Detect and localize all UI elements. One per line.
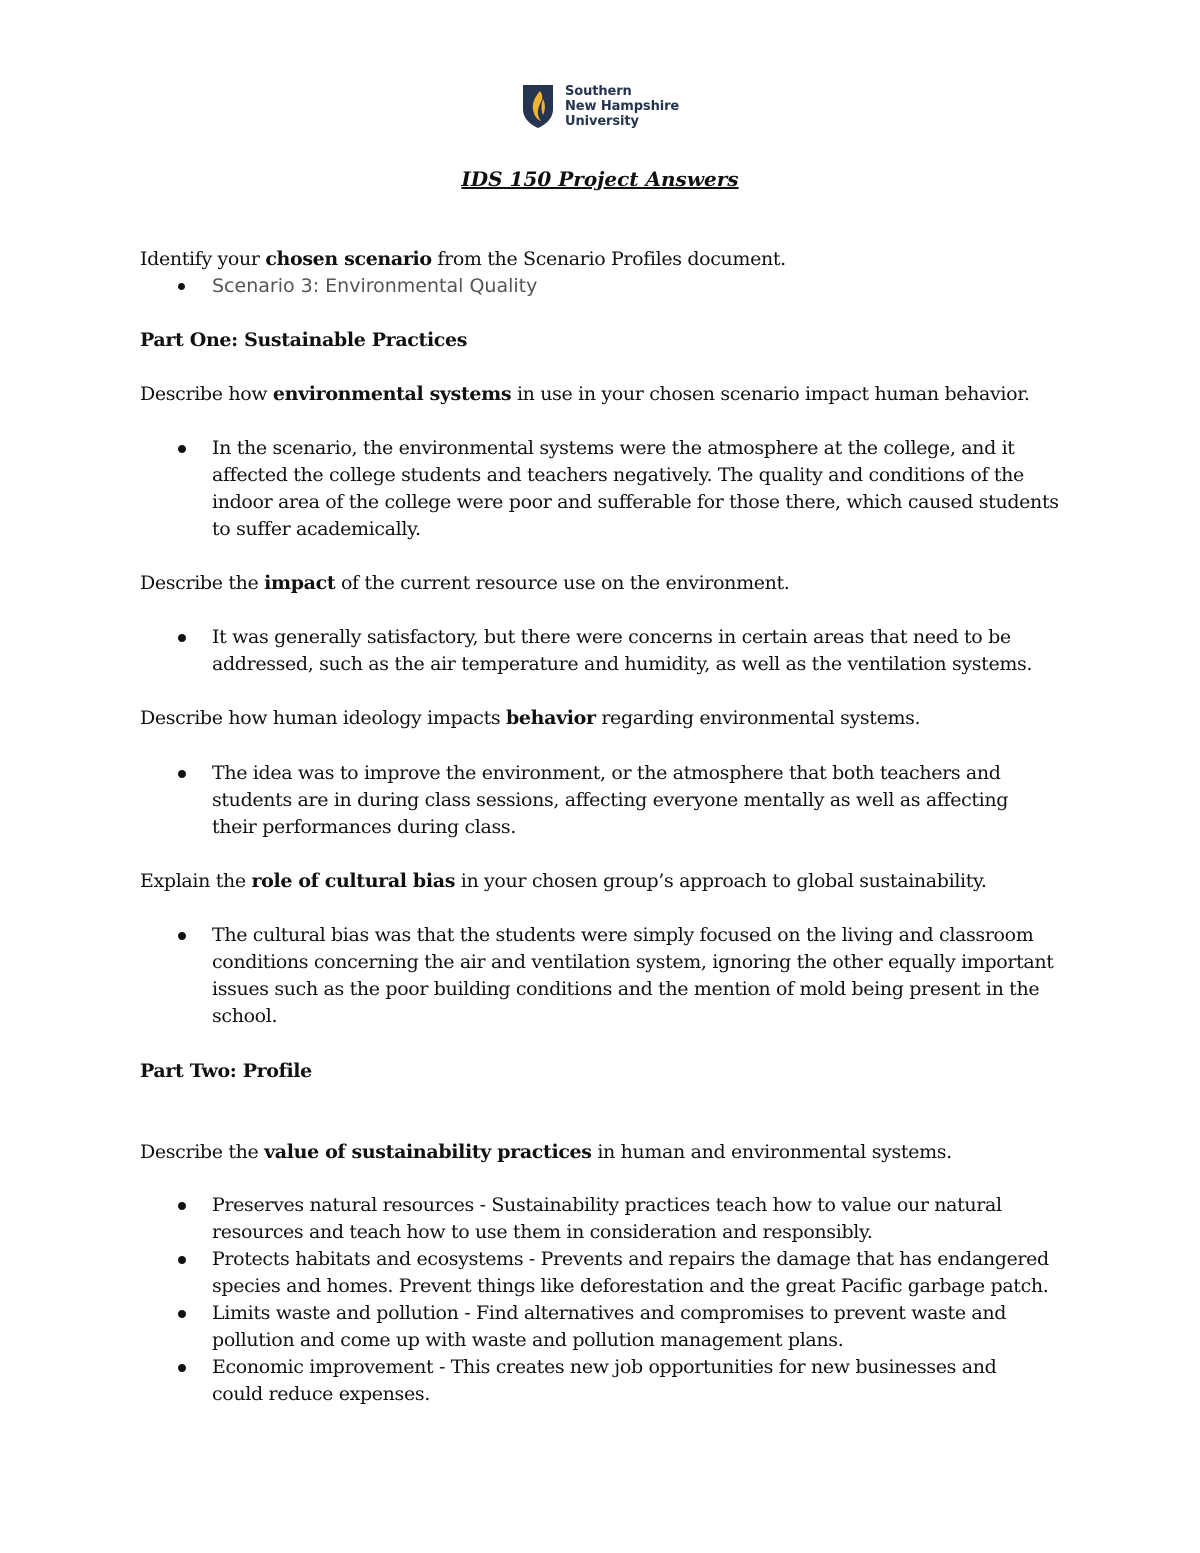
question-text: in human and environmental systems. [591, 1141, 952, 1163]
logo-wordmark [565, 84, 679, 129]
answer-text [212, 435, 1080, 543]
question-text: in use in your chosen scenario impact human behavior. [511, 383, 1030, 405]
answer-line: to suffer academically. [212, 518, 421, 540]
question-keyword: role of cultural bias [251, 870, 456, 892]
answer-line: Limits waste and pollution - Find alternatives and compromises to prevent waste and [212, 1302, 1007, 1324]
answer-text [212, 1192, 1080, 1246]
part-one-question-1 [140, 381, 1030, 408]
question-keyword: environmental systems [272, 383, 512, 405]
university-logo [521, 83, 679, 129]
answer-line: Protects habitats and ecosystems - Prevents and repairs the damage that has endangered [212, 1248, 1049, 1270]
answer-text [212, 1246, 1080, 1300]
question-keyword: impact [264, 572, 336, 594]
question-text: from the Scenario Profiles document. [431, 248, 786, 270]
question-text: Identify your [140, 248, 266, 270]
answer-text [212, 1300, 1080, 1354]
value-item-2 [140, 1246, 1080, 1300]
answer-line: addressed, such as the air temperature and humidity, as well as the ventilation systems. [212, 653, 1033, 675]
answer-text: Scenario 3: Environmental Quality [212, 275, 538, 297]
bullet-icon [178, 1256, 186, 1264]
scenario-question [140, 246, 786, 273]
logo-line-2: New Hampshire [565, 98, 680, 114]
question-keyword: behavior [505, 707, 596, 729]
answer-line: It was generally satisfactory, but there were concerns in certain areas that need to be [212, 626, 1011, 648]
answer-line: conditions concerning the air and ventilation system, ignoring the other equally important [212, 951, 1054, 973]
part-one-heading: Part One: Sustainable Practices [140, 329, 468, 351]
logo-line-3: University [565, 113, 639, 129]
answer-line: The idea was to improve the environment, or the atmosphere that both teachers and [212, 762, 1001, 784]
part-two-question-1 [140, 1139, 952, 1166]
answer-line: Preserves natural resources - Sustainability practices teach how to value our natural [212, 1194, 1002, 1216]
part-one-answer-2 [140, 624, 1080, 678]
answer-line: issues such as the poor building conditions and the mention of mold being present in the [212, 978, 1040, 1000]
part-one-question-3 [140, 705, 920, 732]
part-one-answer-3 [140, 760, 1080, 841]
value-item-4 [140, 1354, 1080, 1408]
answer-line: In the scenario, the environmental systems were the atmosphere at the college, and it [212, 437, 1015, 459]
answer-line: indoor area of the college were poor and sufferable for those there, which caused students [212, 491, 1059, 513]
bullet-icon [178, 1202, 186, 1210]
question-text: Describe how [140, 383, 273, 405]
shield-flame-icon [521, 83, 555, 129]
question-text: in your chosen group’s approach to global sustainability. [455, 870, 987, 892]
bullet-icon [178, 770, 186, 778]
bullet-icon [178, 445, 186, 453]
question-keyword: value of sustainability practices [264, 1141, 592, 1163]
bullet-icon [178, 1364, 186, 1372]
value-item-1 [140, 1192, 1080, 1246]
answer-line: The cultural bias was that the students were simply focused on the living and classroom [212, 924, 1034, 946]
value-item-3 [140, 1300, 1080, 1354]
answer-line: species and homes. Prevent things like deforestation and the great Pacific garbage patch. [212, 1275, 1049, 1297]
answer-line: school. [212, 1005, 278, 1027]
part-one-question-2 [140, 570, 790, 597]
logo-line-1: Southern [565, 83, 632, 99]
part-one-answer-4 [140, 922, 1080, 1030]
answer-line: students are in during class sessions, affecting everyone mentally as well as affecting [212, 789, 1009, 811]
question-text: regarding environmental systems. [595, 707, 921, 729]
bullet-icon [178, 634, 186, 642]
question-keyword: chosen scenario [265, 248, 432, 270]
answer-line: their performances during class. [212, 816, 516, 838]
answer-line: could reduce expenses. [212, 1383, 430, 1405]
question-text: Describe the [140, 572, 265, 594]
document-title: IDS 150 Project Answers [461, 167, 739, 191]
question-text: Explain the [140, 870, 252, 892]
answer-line: resources and teach how to use them in consideration and responsibly. [212, 1221, 873, 1243]
bullet-icon [178, 1310, 186, 1318]
answer-line: affected the college students and teachers negatively. The quality and conditions of the [212, 464, 1024, 486]
answer-text [212, 760, 1080, 841]
answer-text [212, 922, 1080, 1030]
question-text: of the current resource use on the environment. [335, 572, 790, 594]
bullet-icon [178, 283, 185, 290]
question-text: Describe how human ideology impacts [140, 707, 506, 729]
answer-line: Economic improvement - This creates new job opportunities for new businesses and [212, 1356, 997, 1378]
part-two-heading: Part Two: Profile [140, 1060, 312, 1082]
part-one-answer-1 [140, 435, 1080, 543]
part-one-question-4 [140, 868, 987, 895]
answer-text [212, 624, 1080, 678]
bullet-icon [178, 932, 186, 940]
question-text: Describe the [140, 1141, 265, 1163]
answer-line: pollution and come up with waste and pollution management plans. [212, 1329, 844, 1351]
scenario-answer [140, 273, 1080, 300]
answer-text [212, 1354, 1080, 1408]
